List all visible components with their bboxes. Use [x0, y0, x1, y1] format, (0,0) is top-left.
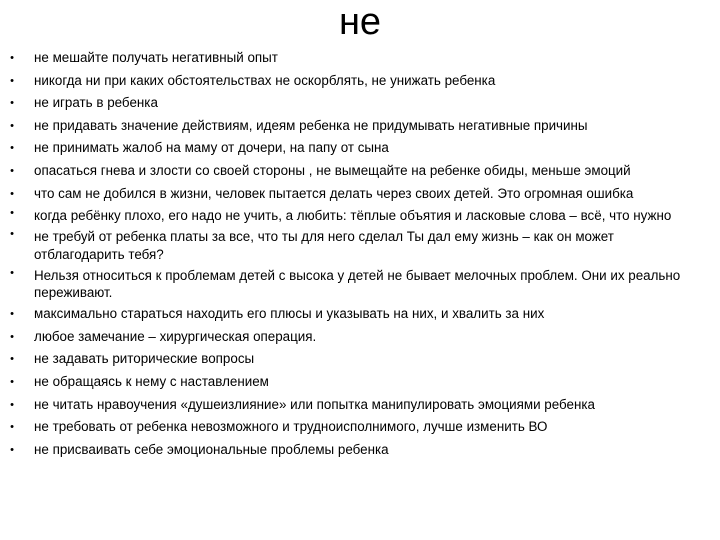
list-item [0, 439, 720, 462]
list-item [0, 70, 720, 93]
list-item [0, 348, 720, 371]
list-item-text: не придавать значение действиям, идеям ребенка не придумывать негативные причины [34, 117, 588, 133]
bullet-icon: • [10, 97, 14, 110]
bullet-icon: • [10, 375, 14, 388]
list-item-text: не обращаясь к нему с наставлением [34, 373, 269, 389]
bullet-icon: • [10, 142, 14, 155]
bullet-icon: • [10, 421, 14, 434]
bullet-icon: • [10, 443, 14, 456]
list-item [0, 137, 720, 160]
list-item [0, 92, 720, 115]
list-item [0, 326, 720, 349]
list-item [0, 371, 720, 394]
list-item [0, 47, 720, 70]
list-item-text: максимально стараться находить его плюсы и указывать на них, и хвалить за них [34, 306, 545, 322]
list-item [0, 416, 720, 439]
bullet-icon: • [10, 52, 14, 64]
list-item [0, 303, 720, 326]
list-item-text: когда ребёнку плохо, его надо не учить, а любить: тёплые объятия и ласковые слова – всё, что нужно [34, 208, 672, 224]
list-item-text: не принимать жалоб на маму от дочери, на папу от сына [34, 140, 389, 156]
list-item-text: не играть в ребенка [34, 95, 158, 111]
bullet-icon: • [10, 398, 14, 411]
list-item [0, 160, 720, 183]
list-item [0, 205, 720, 226]
list-item-text: не требуй от ребенка платы за все, что ты для него сделал Ты дал ему жизнь – как он может отблагодарить тебя? [34, 229, 614, 262]
list-item-text: не читать нравоучения «душеизлияние» или попытка манипулировать эмоциями ребенка [34, 396, 595, 412]
list-item [0, 265, 720, 303]
bullet-icon: • [10, 308, 14, 321]
list-item-text: что сам не добился в жизни, человек пытается делать через своих детей. Это огромная ошибка [34, 185, 634, 201]
bullet-icon: • [10, 353, 14, 366]
slide-title: не [338, 1, 382, 43]
bullet-icon: • [10, 207, 14, 220]
list-item [0, 394, 720, 417]
list-item [0, 115, 720, 138]
list-item-text: опасаться гнева и злости со своей стороны , не вымещайте на ребенке обиды, меньше эмоций [34, 162, 631, 178]
bullet-icon: • [10, 228, 14, 241]
list-item [0, 226, 720, 264]
list-item-text: Нельзя относиться к проблемам детей с высока у детей не бывает мелочных проблем. Они их реально переживают. [34, 267, 681, 300]
list-item-text: не требовать от ребенка невозможного и трудноисполнимого, лучше изменить ВО [34, 419, 548, 435]
bullet-icon: • [10, 119, 14, 132]
bullet-icon: • [10, 164, 14, 177]
list-item-text: не задавать риторические вопросы [34, 351, 255, 367]
bullet-icon: • [10, 187, 14, 200]
bullet-icon: • [10, 74, 14, 87]
bullet-icon: • [10, 330, 14, 343]
bullet-list [0, 47, 720, 461]
list-item-text: любое замечание – хирургическая операция. [34, 328, 317, 344]
list-item-text: никогда ни при каких обстоятельствах не оскорблять, не унижать ребенка [34, 72, 496, 88]
list-item [0, 183, 720, 206]
bullet-icon: • [10, 266, 14, 279]
list-item-text: не мешайте получать негативный опыт [34, 50, 278, 65]
list-item-text: не присваивать себе эмоциональные проблемы ребенка [34, 441, 389, 457]
